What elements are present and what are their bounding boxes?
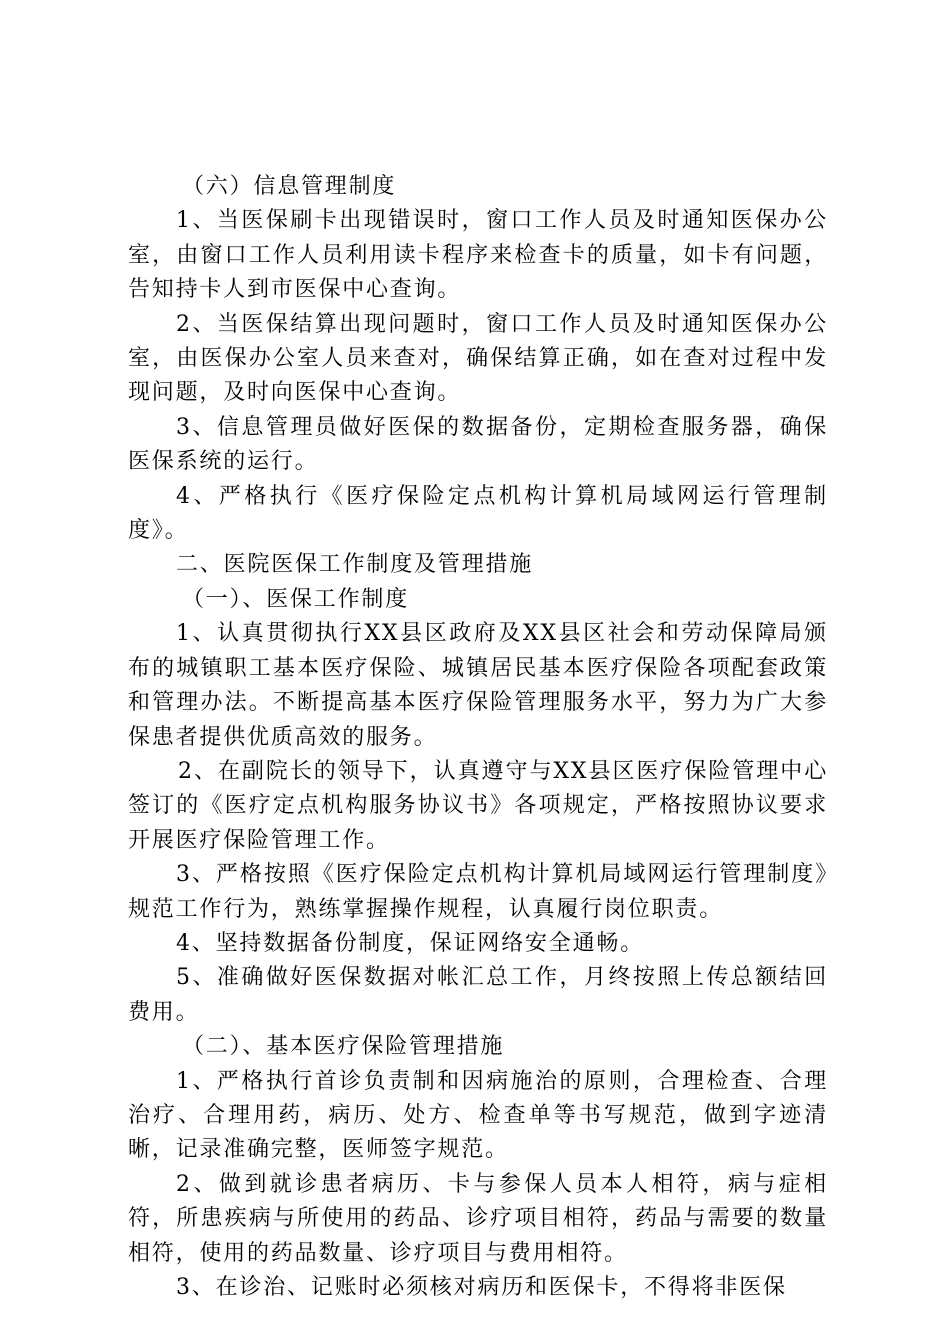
paragraph-measure-2: 2、做到就诊患者病历、卡与参保人员本人相符，病与症相符，所患疾病与所使用的药品、诊疗项目相符，药品与需要的数量相符，使用的药品数量、诊疗项目与费用相符。	[128, 1171, 828, 1266]
paragraph-info-2: 2、当医保结算出现问题时，窗口工作人员及时通知医保办公室，由医保办公室人员来查对，确保结算正确，如在查对过程中发现问题，及时向医保中心查询。	[128, 311, 828, 406]
paragraph-work-5: 5、准确做好医保数据对帐汇总工作，月终按照上传总额结回费用。	[128, 965, 828, 1025]
paragraph-info-1: 1、当医保刷卡出现错误时，窗口工作人员及时通知医保办公室，由窗口工作人员利用读卡程序来检查卡的质量，如卡有问题，告知持卡人到市医保中心查询。	[128, 208, 828, 303]
section-heading-work-system: （一）、医保工作制度	[182, 586, 410, 612]
document-body	[128, 170, 828, 1305]
section-heading-info-management: （六）信息管理制度	[182, 174, 397, 199]
paragraph-work-3: 3、严格按照《医疗保险定点机构计算机局域网运行管理制度》规范工作行为，熟练掌握操作规程，认真履行岗位职责。	[128, 862, 828, 922]
paragraph-measure-3: 3、在诊治、记账时必须核对病历和医保卡，不得将非医保	[176, 1275, 787, 1300]
paragraph-measure-1: 1、严格执行首诊负责制和因病施治的原则，合理检查、合理治疗、合理用药，病历、处方、检查单等书写规范，做到字迹清晰，记录准确完整，医师签字规范。	[128, 1068, 828, 1163]
paragraph-work-1: 1、认真贯彻执行XX县区政府及XX县区社会和劳动保障局颁布的城镇职工基本医疗保险、城镇居民基本医疗保险各项配套政策和管理办法。不断提高基本医疗保险管理服务水平，努力为广大参保患者提供优质高效的服务。	[128, 621, 828, 750]
chapter-heading-hospital-insurance: 二、医院医保工作制度及管理措施	[176, 552, 534, 578]
section-heading-management-measures: （二）、基本医疗保险管理措施	[182, 1034, 505, 1060]
paragraph-work-4: 4、坚持数据备份制度，保证网络安全通畅。	[176, 930, 644, 956]
paragraph-work-2: 2、在副院长的领导下，认真遵守与XX县区医疗保险管理中心签订的《医疗定点机构服务协议书》各项规定，严格按照协议要求开展医疗保险管理工作。	[128, 758, 828, 853]
paragraph-info-4: 4、严格执行《医疗保险定点机构计算机局域网运行管理制度》。	[128, 483, 828, 544]
paragraph-info-3: 3、信息管理员做好医保的数据备份，定期检查服务器，确保医保系统的运行。	[128, 414, 828, 475]
